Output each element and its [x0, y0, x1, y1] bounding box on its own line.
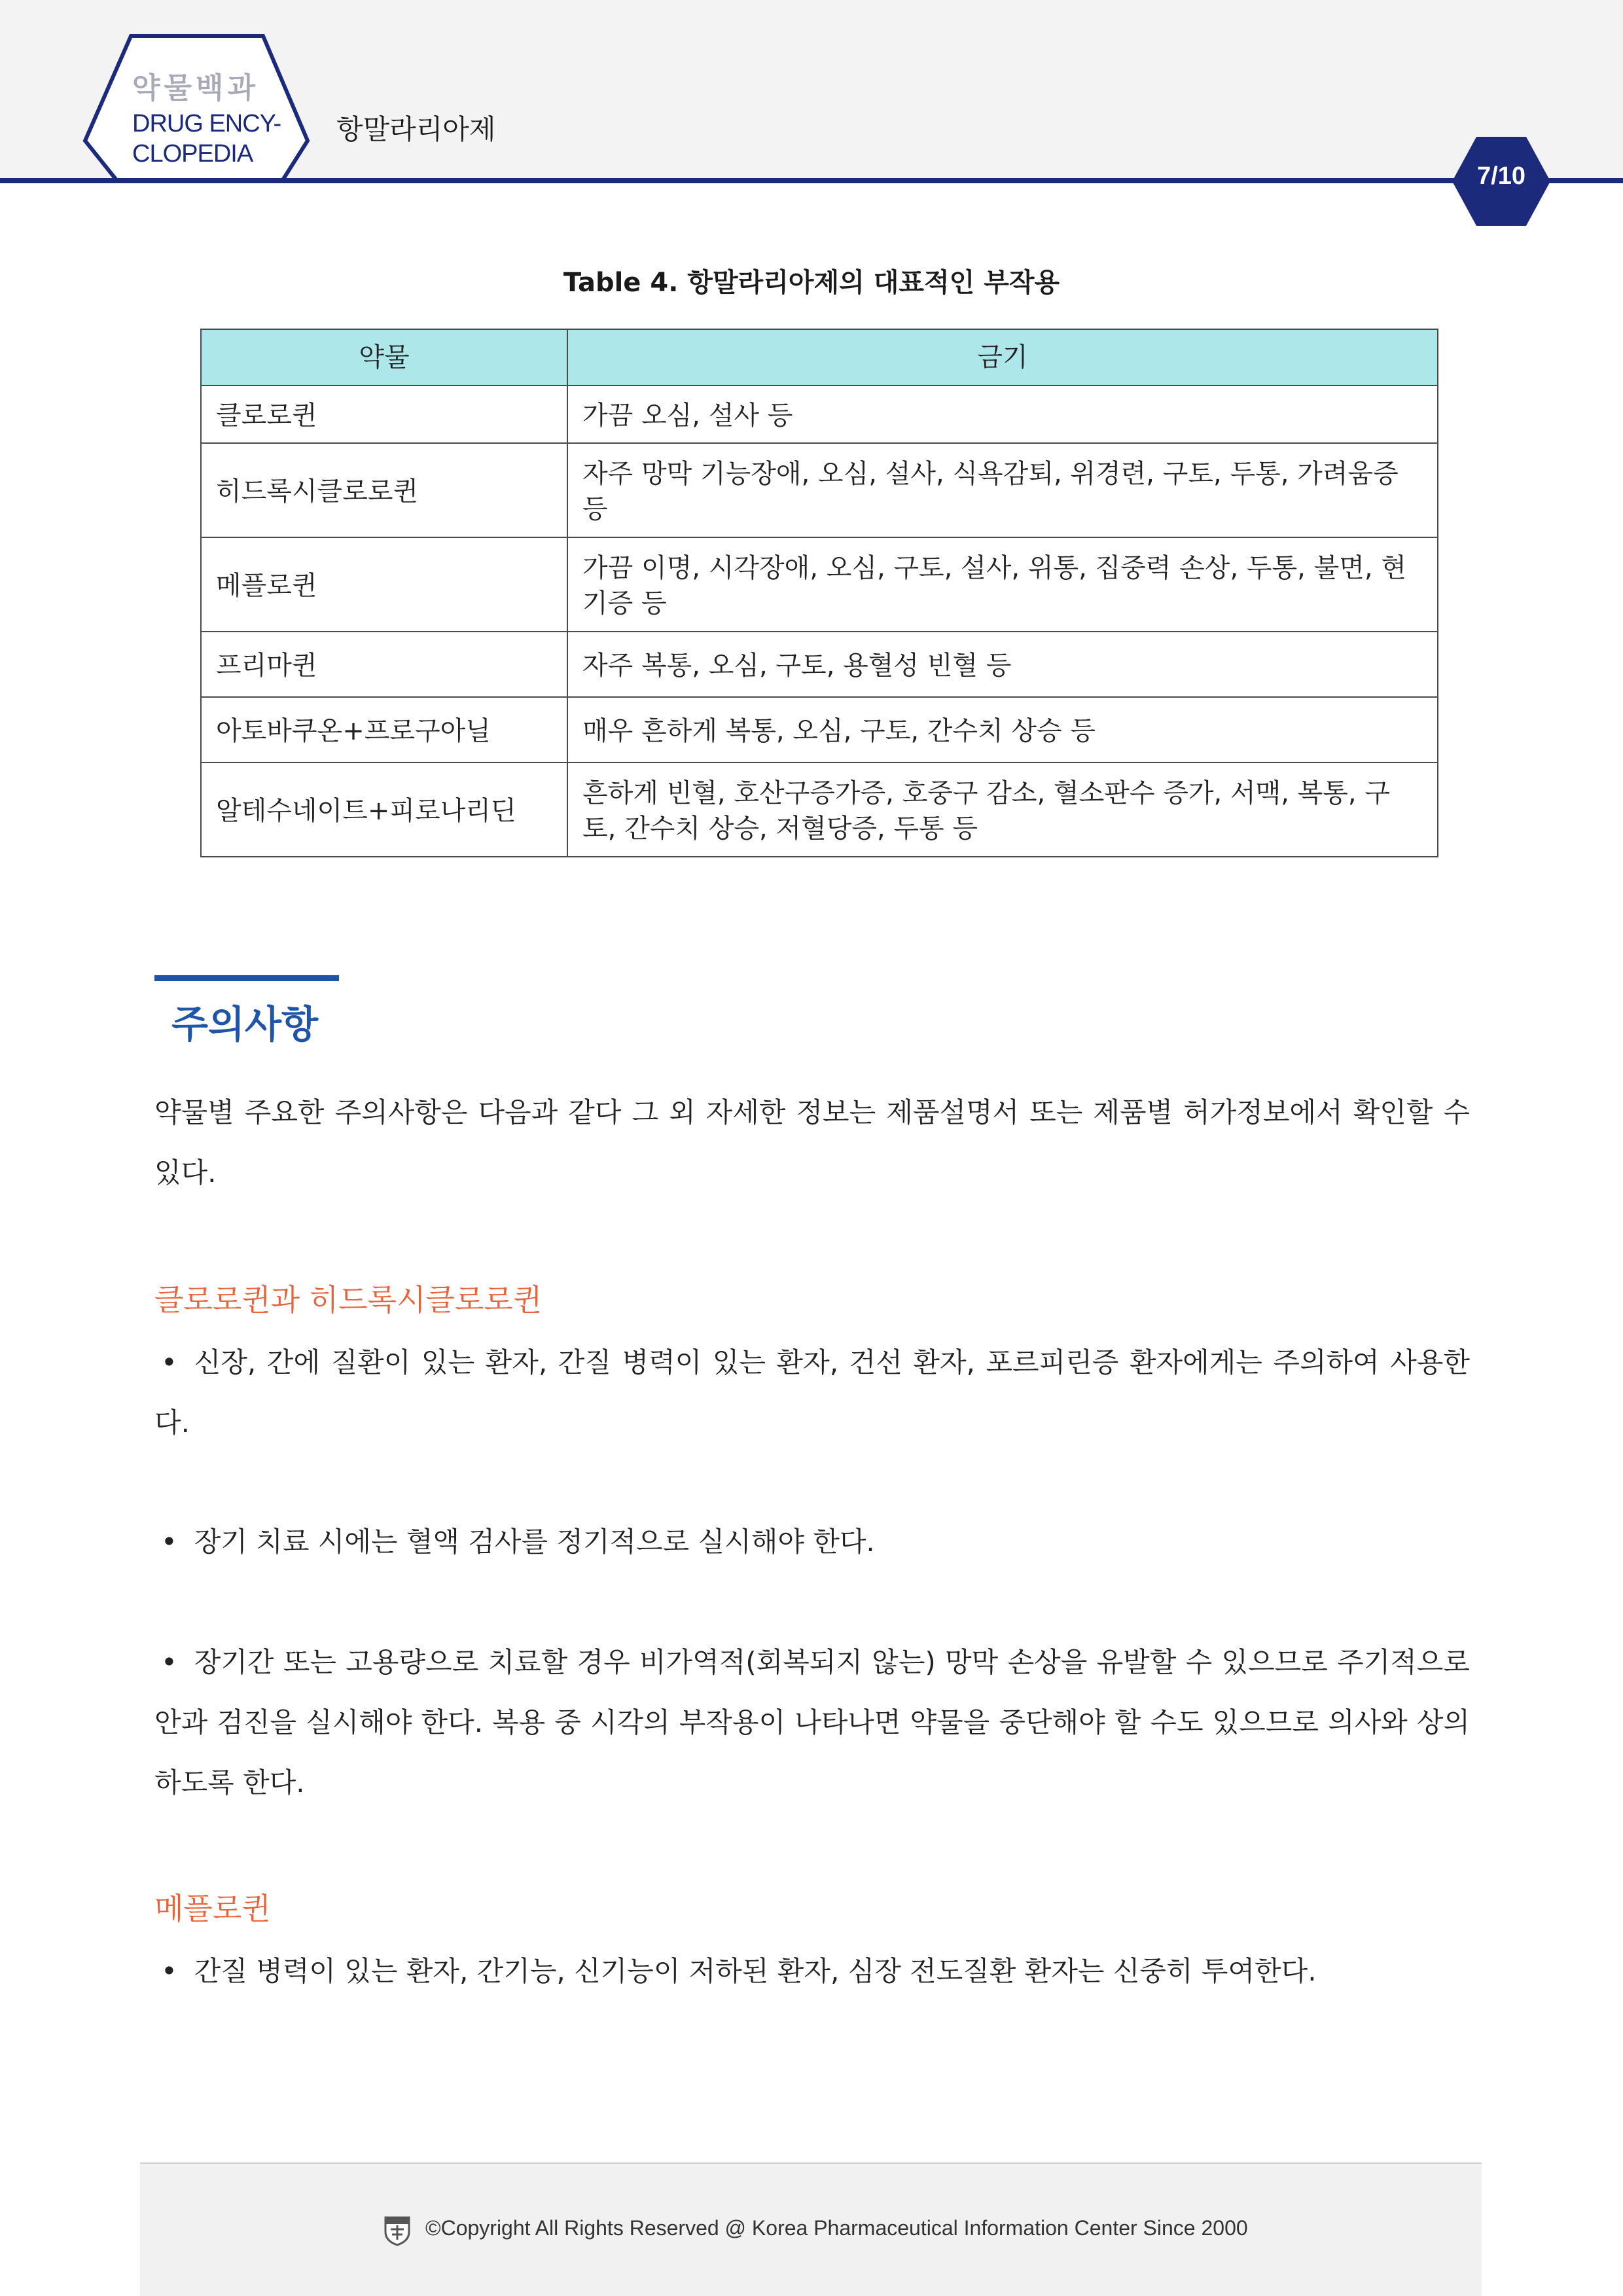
list-item-text: 장기간 또는 고용량으로 치료할 경우 비가역적(회복되지 않는) 망막 손상을 유발할 수 있으므로 주기적으로 안과 검진을 실시해야 한다. 복용 중 시각의 부작용이 나타나면 약물을 중단해야 할 수도 있으므로 의사와 상의하도록 한다. — [154, 1646, 1470, 1799]
table-row — [201, 537, 1438, 632]
footer-copyright: ©Copyright All Rights Reserved @ Korea Pharmaceutical Information Center Since 2000 — [425, 2216, 1248, 2240]
table-row — [201, 762, 1438, 857]
table-cell-effects: 매우 흔하게 복통, 오심, 구토, 간수치 상승 등 — [567, 697, 1438, 762]
subheading-mefloquine: 메플로퀸 — [154, 1891, 271, 1926]
table-cell-drug: 아토바쿠온+프로구아닐 — [201, 697, 567, 762]
table-cell-drug: 히드록시클로로퀸 — [201, 443, 567, 537]
table-caption: Table 4. 항말라리아제의 대표적인 부작용 — [563, 268, 1060, 298]
table-row — [201, 443, 1438, 537]
list-item-text: 간질 병력이 있는 환자, 간기능, 신기능이 저하된 환자, 심장 전도질환 환자는 신중히 투여한다. — [194, 1955, 1317, 1987]
table-cell-drug: 클로로퀸 — [201, 386, 567, 443]
table-cell-effects: 가끔 이명, 시각장애, 오심, 구토, 설사, 위통, 집중력 손상, 두통, 불면, 현기증 등 — [567, 537, 1438, 632]
table-cell-drug: 프리마퀸 — [201, 632, 567, 697]
list-item — [154, 1632, 1470, 1813]
section-title: 주의사항 — [171, 1002, 319, 1047]
logo-korean-text: 약물백과 — [132, 71, 260, 105]
table-header-drug: 약물 — [201, 329, 567, 386]
table-header-contraindication: 금기 — [567, 329, 1438, 386]
kpic-emblem-icon — [383, 2215, 411, 2246]
table-cell-effects: 자주 복통, 오심, 구토, 용혈성 빈혈 등 — [567, 632, 1438, 697]
list-item-text: 신장, 간에 질환이 있는 환자, 간질 병력이 있는 환자, 건선 환자, 포르피린증 환자에게는 주의하여 사용한다. — [154, 1346, 1470, 1439]
bullet-icon: • — [161, 1955, 177, 1987]
table-cell-drug: 알테수네이트+피로나리딘 — [201, 762, 567, 857]
bullet-icon: • — [161, 1526, 177, 1558]
section-intro-paragraph: 약물별 주요한 주의사항은 다음과 같다 그 외 자세한 정보는 제품설명서 또는 제품별 허가정보에서 확인할 수 있다. — [154, 1096, 1470, 1189]
table-header-row — [201, 329, 1438, 386]
table-cell-effects: 흔하게 빈혈, 호산구증가증, 호중구 감소, 혈소판수 증가, 서맥, 복통, 구토, 간수치 상승, 저혈당증, 두통 등 — [567, 762, 1438, 857]
table-row — [201, 632, 1438, 697]
table-cell-effects: 가끔 오심, 설사 등 — [567, 386, 1438, 443]
subheading-chloroquine-hydroxychloroquine: 클로로퀸과 히드록시클로로퀸 — [154, 1282, 543, 1318]
list-item-text: 장기 치료 시에는 혈액 검사를 정기적으로 실시해야 한다. — [194, 1526, 875, 1558]
side-effects-table — [200, 329, 1438, 857]
logo-english-line1: DRUG ENCY- — [132, 110, 281, 137]
table-cell-effects: 자주 망막 기능장애, 오심, 설사, 식욕감퇴, 위경련, 구토, 두통, 가려움증 등 — [567, 443, 1438, 537]
document-title: 항말라리아제 — [336, 113, 496, 145]
list-item — [154, 1333, 1470, 1453]
section-accent-bar — [154, 975, 339, 981]
table-cell-drug: 메플로퀸 — [201, 537, 567, 632]
logo-english-line2: CLOPEDIA — [132, 140, 253, 168]
bullet-icon: • — [161, 1646, 177, 1678]
bullet-icon: • — [161, 1346, 177, 1378]
page-indicator: 7/10 — [1477, 162, 1525, 190]
table-row — [201, 386, 1438, 443]
table-row — [201, 697, 1438, 762]
list-item — [154, 1941, 1470, 2001]
list-item — [154, 1512, 1470, 1572]
